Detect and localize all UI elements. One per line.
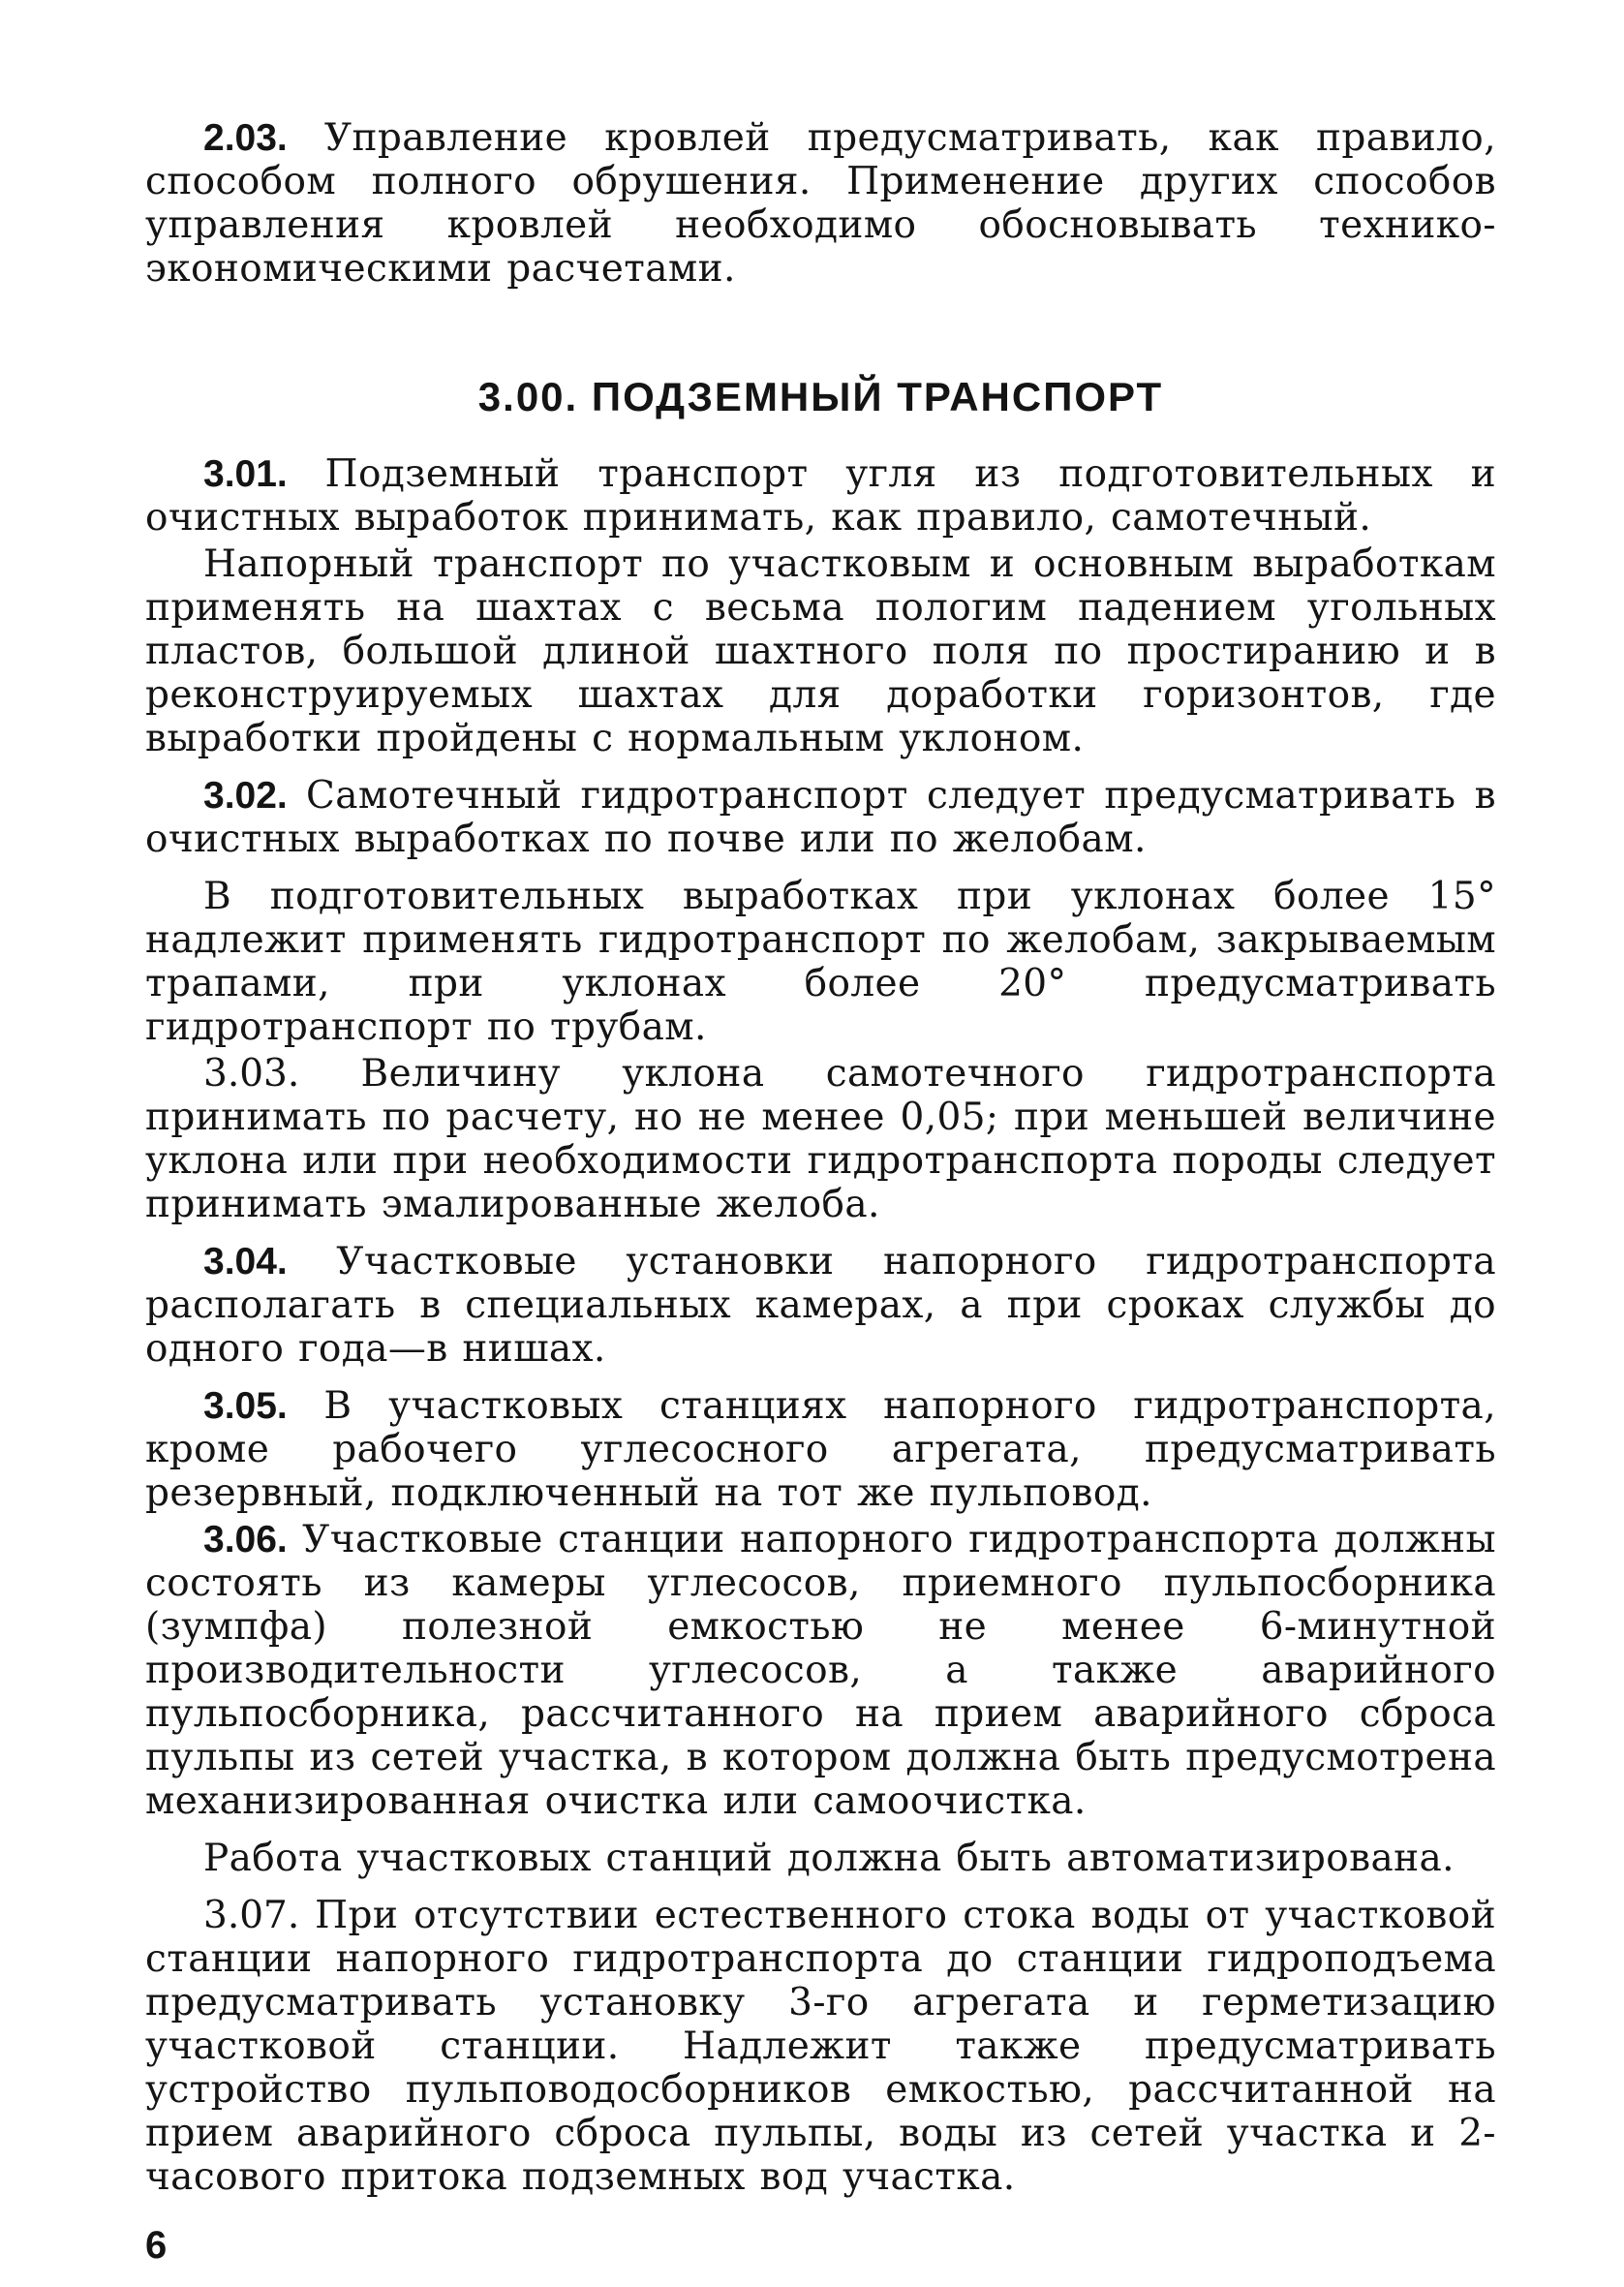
document-page: [145, 116, 1496, 2199]
paragraph-number: 2.03.: [203, 117, 288, 159]
paragraph-text: Управление кровлей предусматривать, как правило, способом полного обрушения. Применение других способов управления кровлей необходимо обосновывать технико-экономическими расчетами.: [145, 116, 1496, 291]
section-title: 3.00. ПОДЗЕМНЫЙ ТРАНСПОРТ: [477, 374, 1164, 419]
paragraph-3-02-continued: [145, 875, 1496, 1049]
paragraph-3-06-continued: [145, 1837, 1496, 1880]
paragraph-3-03: [145, 1052, 1496, 1226]
paragraph-3-07: [145, 1894, 1496, 2199]
paragraph-text: Участковые станции напорного гидротранспорта должны состоять из камеры углесосов, приемного пульпосборника (зумпфа) полезной емкостью не менее 6-минутной производительности углесосов, а также аварийного пульпосборника, рассчитанного на прием аварийного сброса пульпы из сетей участка, в котором должна быть предусмотрена механизированная очистка или самоочистка.: [145, 1518, 1496, 1823]
paragraph-text: Напорный транспорт по участковым и основным выработкам применять на шахтах с весьма пологим падением угольных пластов, большой длиной шахтного поля по простиранию и в реконструируемых шахтах для доработки горизонтов, где выработки пройдены с нормальным уклоном.: [145, 542, 1496, 760]
paragraph-number: 3.05.: [203, 1385, 288, 1427]
paragraph-text: В подготовительных выработках при уклонах более 15° надлежит применять гидротранспорт по желобам, закрываемым трапами, при уклонах более 20° предусматривать гидротранспорт по трубам.: [145, 875, 1496, 1049]
page-number: 6: [145, 2224, 168, 2267]
paragraph-text: В участковых станциях напорного гидротранспорта, кроме рабочего углесосного агрегата, предусматривать резервный, подключенный на тот же пульповод.: [145, 1384, 1496, 1515]
paragraph-text: Работа участковых станций должна быть автоматизирована.: [203, 1837, 1455, 1880]
paragraph-number: 3.03.: [203, 1052, 300, 1096]
paragraph-3-04: [145, 1240, 1496, 1371]
paragraph-3-05: [145, 1384, 1496, 1515]
paragraph-number: 3.06.: [203, 1519, 288, 1561]
paragraph-text: Подземный транспорт угля из подготовительных и очистных выработок принимать, как правило, самотечный.: [145, 452, 1496, 540]
paragraph-3-01-continued: [145, 542, 1496, 760]
paragraph-number: 3.01.: [203, 453, 288, 495]
paragraph-number: 3.07.: [203, 1894, 300, 1937]
paragraph-2-03: [145, 116, 1496, 291]
paragraph-text: При отсутствии естественного стока воды от участковой станции напорного гидротранспорта до станции гидроподъема предусматривать установку 3-го агрегата и герметизацию участковой станции. Надлежит также предусматривать устройство пульповодосборников емкостью, рассчитанной на прием аварийного сброса пульпы, воды из сетей участка и 2-часового притока подземных вод участка.: [145, 1894, 1496, 2199]
paragraph-3-01: [145, 452, 1496, 540]
paragraph-number: 3.04.: [203, 1241, 288, 1283]
paragraph-3-02: [145, 774, 1496, 861]
paragraph-number: 3.02.: [203, 775, 288, 817]
paragraph-text: Участковые установки напорного гидротранспорта располагать в специальных камерах, а при сроках службы до одного года—в нишах.: [145, 1240, 1496, 1371]
paragraph-text: Самотечный гидротранспорт следует предусматривать в очистных выработках по почве или по желобам.: [145, 774, 1496, 861]
paragraph-text: Величину уклона самотечного гидротранспорта принимать по расчету, но не менее 0,05; при меньшей величине уклона или при необходимости гидротранспорта породы следует принимать эмалированные желоба.: [145, 1052, 1496, 1226]
paragraph-3-06: [145, 1518, 1496, 1823]
